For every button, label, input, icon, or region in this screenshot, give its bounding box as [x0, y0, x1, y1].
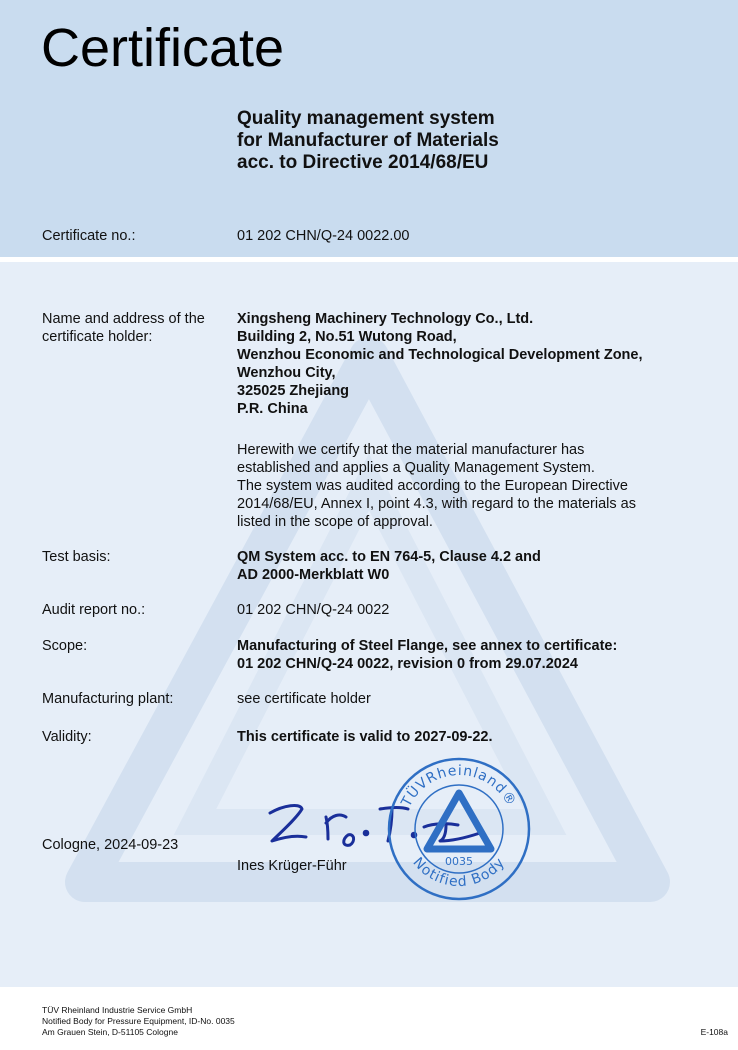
holder-address-line: Xingsheng Machinery Technology Co., Ltd. [237, 311, 534, 327]
statement-line: The system was audited according to the European Directive [237, 478, 628, 494]
statement-line: Herewith we certify that the material manufacturer has [237, 442, 585, 458]
certificate-no-label: Certificate no.: [42, 228, 136, 244]
holder-label-line: certificate holder: [42, 329, 153, 345]
stamp-top-text: TÜVRheinland® [398, 762, 520, 810]
subtitle-line: Quality management system [237, 108, 495, 129]
audit-report-value: 01 202 CHN/Q-24 0022 [237, 602, 390, 618]
statement-line: established and applies a Quality Management System. [237, 460, 595, 476]
footer-line: Am Grauen Stein, D-51105 Cologne [42, 1027, 178, 1037]
holder-address-line: P.R. China [237, 401, 308, 417]
test-basis-label: Test basis: [42, 549, 111, 565]
holder-address-line: 325025 Zhejiang [237, 383, 350, 399]
manufacturing-plant-label: Manufacturing plant: [42, 691, 174, 707]
notified-body-stamp [380, 757, 538, 901]
footer-line: TÜV Rheinland Industrie Service GmbH [42, 1005, 193, 1015]
stamp-bottom-text: Notified Body [409, 854, 509, 891]
certificate-title: Certificate [41, 18, 285, 78]
audit-report-label: Audit report no.: [42, 602, 146, 618]
signer-name: Ines Krüger-Führ [237, 858, 347, 874]
subtitle-line: for Manufacturer of Materials [237, 130, 499, 151]
footer-line: Notified Body for Pressure Equipment, ID-No. 0035 [42, 1016, 235, 1026]
scope-value [237, 637, 617, 673]
test-basis-value [237, 548, 541, 584]
stamp-number: 0035 [445, 855, 473, 868]
holder-address-line: Building 2, No.51 Wutong Road, [237, 329, 457, 345]
certification-statement [237, 441, 636, 531]
validity-label: Validity: [42, 729, 92, 745]
validity-value: This certificate is valid to 2027-09-22. [237, 729, 493, 745]
statement-line: 2014/68/EU, Annex I, point 4.3, with regard to the materials as [237, 496, 636, 512]
holder-address [237, 310, 643, 418]
certificate-subtitle [237, 108, 499, 174]
test-basis-line: AD 2000-Merkblatt W0 [237, 567, 390, 583]
subtitle-line: acc. to Directive 2014/68/EU [237, 152, 489, 173]
test-basis-line: QM System acc. to EN 764-5, Clause 4.2 and [237, 549, 541, 565]
holder-address-line: Wenzhou Economic and Technological Development Zone, [237, 347, 643, 363]
scope-line: 01 202 CHN/Q-24 0022, revision 0 from 29.07.2024 [237, 656, 578, 672]
scope-line: Manufacturing of Steel Flange, see annex to certificate: [237, 638, 618, 654]
place-date: Cologne, 2024-09-23 [42, 837, 179, 853]
certificate-no-value: 01 202 CHN/Q-24 0022.00 [237, 228, 410, 244]
holder-label [42, 310, 205, 346]
holder-label-line: Name and address of the [42, 311, 205, 327]
issuer-footer [42, 1005, 235, 1038]
holder-address-line: Wenzhou City, [237, 365, 336, 381]
manufacturing-plant-value: see certificate holder [237, 691, 371, 707]
scope-label: Scope: [42, 638, 88, 654]
form-code: E-108a [700, 1027, 728, 1037]
statement-line: listed in the scope of approval. [237, 514, 433, 530]
